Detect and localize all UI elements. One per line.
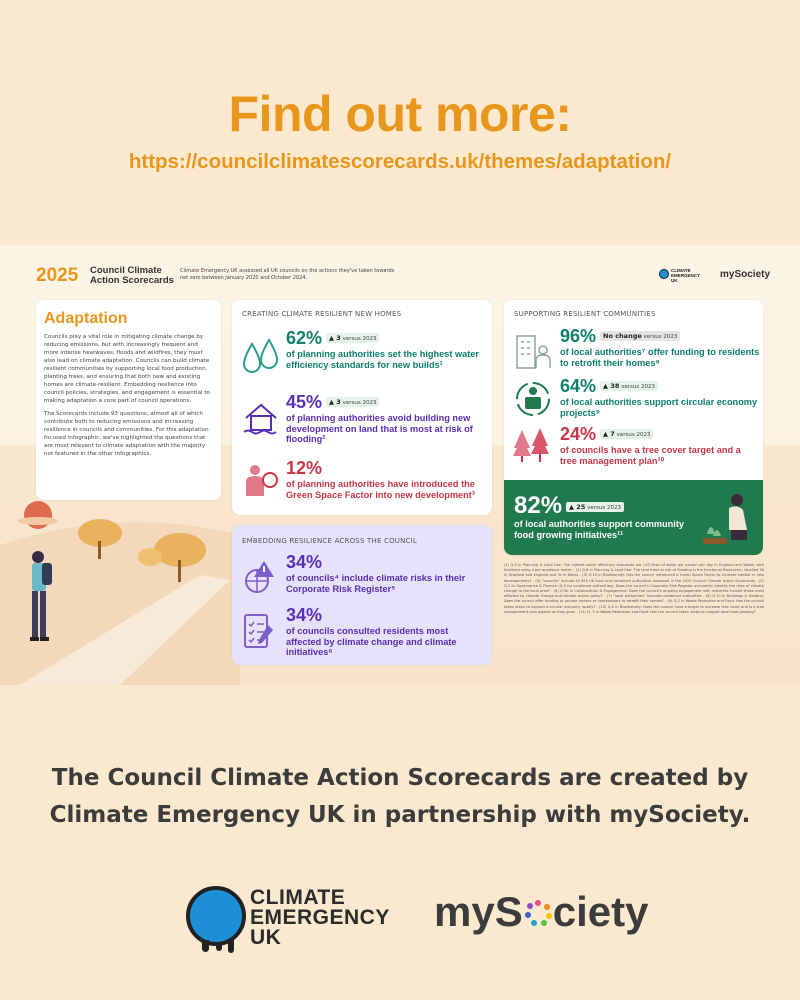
stat-description: of councils⁴ include climate risks in their Corporate Risk Register⁵ [286,573,466,594]
climate-emergency-uk-logo [186,882,391,954]
infographic-panel [0,245,800,685]
globe-icon [659,269,669,279]
footnotes: (1) Q.5 in Planning & Land Use: The highest water efficiency standards are 110 litres of water per person per day in England and Wales, with Scotland using a per appliance metric - (2) Q.8 in Planning & Land Use: The land most at risk of flooding is the functional flood plain, labelled 3b in Scotland and England and 3c in Wales - (3) Q.10 in Biodiversity: Has the council introduced a Green Space Factor to increase habitat in new developments? - (4) "councils" include all 393 UK local and combined authorities assessed in the 2025 Council Climate Action Scorecards - (5) Q.2 in Governance & Finance (Q.3 for combined authorities): Does the council's Corporate Risk Register accurately identify the risks of climate change to the local area? - (6) Q.9b in Collaboration & Engagement: Does the council's ongoing engagement with residents include those most affected by climate change and climate action policy? - (7) "local authorities" includes combined authorities - (8) Q.10 in Buildings & Heating: Does the council offer funding to private renters or homeowners to retrofit their homes? - (9) Q.2 in Waste Reduction and Food: Has the council taken steps to support a circular economy locally? - (10) Q.5 in Biodiversity: Does the council have a target to increase tree cover and is a tree management plan agreed as they grow - (11) Q. 3 in Waste Reduction and Food: Has the council taken steps to support local food growing? [504,563,764,614]
stat-tree-cover [560,424,760,466]
stat-food-growing [514,494,694,540]
dots-circle-icon [523,898,553,928]
stat-percentage: 24% [560,424,597,444]
stat-percentage: 96% [560,326,597,346]
building-worker-icon [514,330,552,370]
water-drops-icon [242,338,280,378]
green-space-icon [242,462,280,498]
scorecards-title: Council Climate Action Scorecards [90,265,174,286]
trees-icon [512,426,552,466]
embedding-resilience-title: EMBEDDING RESILIENCE ACROSS THE COUNCIL [242,537,418,545]
credit-text: The Council Climate Action Scorecards are created by Climate Emergency UK in partnership with mySociety. [49,765,751,828]
headline: Find out more: [228,86,572,142]
ceuk-small-logo [659,267,699,287]
stat-water-efficiency [286,328,486,370]
stat-green-space-factor [286,458,486,500]
stat-percentage: 64% [560,376,597,396]
change-badge: ▲ 38 versus 2023 [600,381,658,391]
adaptation-card [36,300,221,500]
resilient-homes-card [232,300,492,515]
embedding-resilience-card [232,525,492,665]
adaptation-title: Adaptation [44,310,128,327]
change-badge: ▲ 3 versus 2023 [326,397,379,407]
theme-url-link[interactable]: https://councilclimatescorecards.uk/themes/adaptation/ [128,150,672,173]
ceuk-logo-text: CLIMATE EMERGENCY UK [250,886,390,949]
circular-economy-icon [514,380,552,418]
food-growing-highlight [504,480,763,555]
stat-flood-risk [286,392,486,445]
year-label: 2025 [36,265,79,286]
mysociety-logo: myS ciety [434,888,649,935]
stat-description: of planning authorities set the highest water efficiency standards for new builds¹ [286,349,479,370]
stat-retrofit-funding [560,326,760,368]
stat-circular-economy [560,376,760,418]
supporting-communities-card [504,300,763,555]
resilient-homes-title: CREATING CLIMATE RESILIENT NEW HOMES [242,310,402,318]
change-badge: ▲ 3 versus 2023 [326,333,379,343]
stat-description: of councils have a tree cover target and a tree management plan¹⁰ [560,445,741,466]
drip-shape [202,940,209,952]
stat-description: of planning authorities avoid building new development on land that is most at risk of flooding² [286,413,473,444]
adaptation-paragraph-1: Councils play a vital role in mitigating climate change by reducing emissions, but with increasingly frequent and more intense heatwaves, floods and wildfires, they must also lead on climate adaptation. Councils can build climate resilient communities by supporting local food production, planting trees, and ensuring that both new and existing homes are climate-resilient. Embedding resilience into council policies, strategies, and engagement is essential to making adaptation a core part of council operations. [44,334,210,404]
globe-warning-icon [242,559,276,595]
mysociety-small-logo: mySociety [720,269,771,280]
stat-corporate-risk-register [286,552,486,594]
checklist-icon [242,611,276,651]
ceuk-small-logo-text: CLIMATE EMERGENCY UK [671,268,700,283]
stat-description: of local authorities support circular economy projects⁹ [560,397,758,418]
change-badge: No change versus 2023 [600,331,680,341]
stat-percentage: 12% [286,458,323,478]
supporting-communities-title: SUPPORTING RESILIENT COMMUNITIES [514,310,656,318]
stat-description: of planning authorities have introduced the Green Space Factor into new development³ [286,479,475,500]
change-badge: ▲ 7 versus 2023 [600,429,653,439]
globe-icon [186,886,246,946]
infographic-header [36,265,776,289]
drip-shape [228,940,234,953]
scorecards-description: Climate Emergency UK assessed all UK councils on the actions they've taken towards net zero between January 2020 and October 2024. [180,268,395,281]
stat-percentage: 62% [286,328,323,348]
stat-percentage: 82% [514,492,563,519]
stat-description: of local authorities support community food growing initiatives¹¹ [514,519,684,540]
drip-shape [216,942,222,951]
stat-description: of councils consulted residents most affected by climate change and climate initiatives⁶ [286,626,457,657]
stat-percentage: 34% [286,552,323,572]
gardener-icon [699,486,757,550]
change-badge: ▲ 25 versus 2023 [566,502,624,512]
stat-description: of local authorities⁷ offer funding to residents to retrofit their homes⁸ [560,347,760,368]
stat-percentage: 45% [286,392,323,412]
stat-residents-consulted [286,605,486,658]
adaptation-paragraph-2: The Scorecards include 93 questions, almost all of which contribute both to reducing emissions and increasing resilience in councils and communities. For this adaptation focused infographic, we've highlighted the questions that are most relevant to climate adaptation with the majority not featured in the other infographics. [44,411,209,457]
stat-percentage: 34% [286,605,323,625]
flooded-house-icon [242,400,280,438]
